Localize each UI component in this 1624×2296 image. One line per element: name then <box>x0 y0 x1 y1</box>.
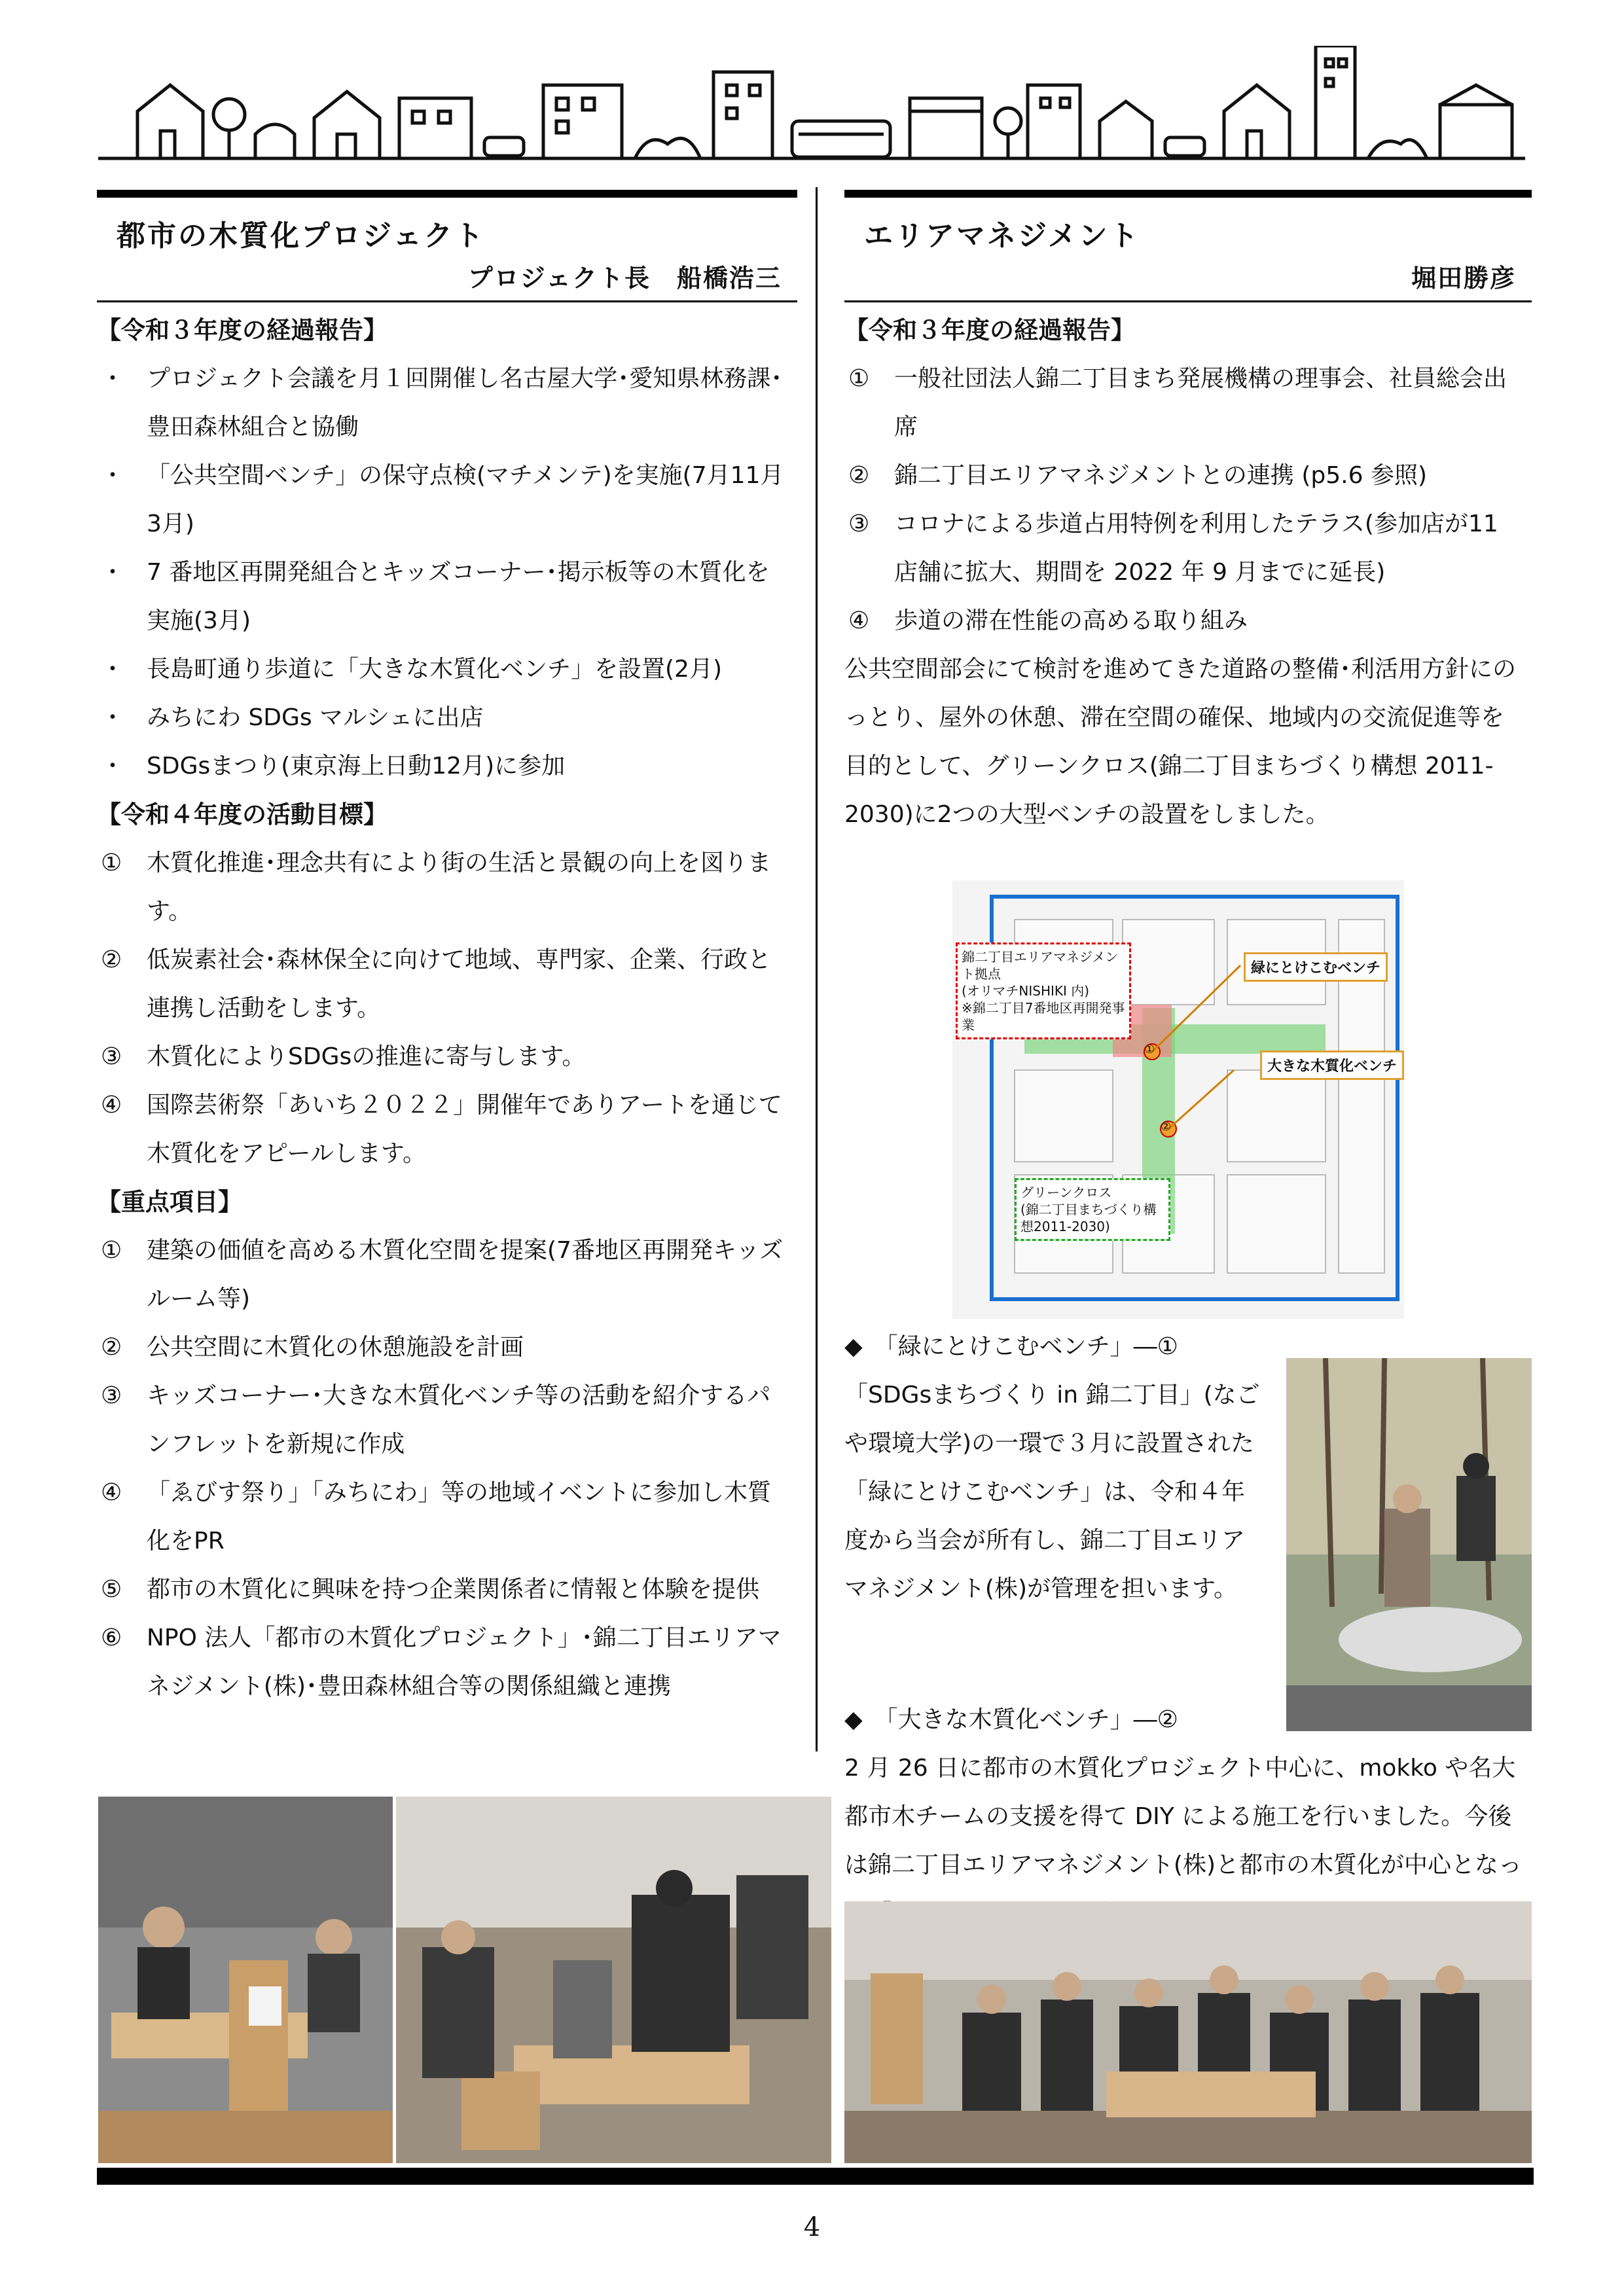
map-label-bench2: 大きな木質化ベンチ <box>1260 1050 1404 1080</box>
photo-children-bench <box>98 1797 393 2163</box>
list-item: ③ コロナによる歩道占用特例を利用したテラス(参加店が11店舗に拡大、期間を 2022 年 9 月までに延長) <box>848 511 1498 586</box>
map-label-base: 錦二丁目エリアマネジメント拠点 (オリマチNISHIKI 内) ※錦二丁目7番地区再開発事業 <box>956 942 1131 1039</box>
bench1-heading: ◆ 「緑にとけこむベンチ」―① <box>844 1333 1178 1360</box>
list-item: ② 錦二丁目エリアマネジメントとの連携 (p5.6 参照) <box>848 462 1428 489</box>
list-item: ② 低炭素社会･森林保全に向けて地域、専門家、企業、行政と連携し活動をします。 <box>101 946 772 1022</box>
photo-group <box>844 1901 1532 2163</box>
right-heading: 【令和３年度の経過報告】 <box>844 316 1135 344</box>
list-item: ② 公共空間に木質化の休憩施設を計画 <box>101 1334 524 1361</box>
right-author: 堀田勝彦 <box>1411 264 1516 293</box>
left-body <box>97 306 797 1711</box>
list-item: ・ プロジェクト会議を月１回開催し名古屋大学･愛知県林務課･豊田森林組合と協働 <box>101 365 783 440</box>
list-item: ③ キッズコーナー･大きな木質化ベンチ等の活動を紹介するパンフレットを新規に作成 <box>101 1382 771 1458</box>
town-skyline-illustration <box>98 46 1525 164</box>
list-item: ・ 「公共空間ベンチ」の保守点検(マチメンテ)を実施(7月11月3月) <box>101 462 784 537</box>
green-cross-map <box>952 880 1404 1319</box>
map-marker-1: ① <box>1144 1043 1155 1056</box>
left-author: プロジェクト長 船橋浩三 <box>467 264 782 293</box>
section-top-bar <box>97 190 797 198</box>
left-title: 都市の木質化プロジェクト <box>117 219 486 253</box>
bench2-heading: ◆ 「大きな木質化ベンチ」―② <box>844 1706 1178 1733</box>
list-item: ④ 国際芸術祭「あいち２０２２」開催年でありアートを通じて木質化をアピールします。 <box>101 1092 782 1167</box>
right-title-rule <box>844 300 1532 302</box>
list-item: ・ みちにわ SDGs マルシェに出店 <box>101 704 484 731</box>
list-item: ④ 歩道の滞在性能の高める取り組み <box>848 607 1248 634</box>
photo-diy-construction <box>396 1797 831 2163</box>
page-number: 4 <box>803 2212 821 2242</box>
list-item: ③ 木質化によりSDGsの推進に寄与します。 <box>101 1043 586 1070</box>
bench1-block <box>844 1323 1263 1613</box>
map-marker-2: ② <box>1161 1120 1172 1134</box>
right-title: エリアマネジメント <box>864 219 1140 253</box>
list-item: ⑤ 都市の木質化に興味を持つ企業関係者に情報と体験を提供 <box>101 1576 760 1603</box>
right-column <box>844 190 1532 839</box>
column-divider <box>816 187 818 1751</box>
section-top-bar <box>844 190 1532 198</box>
list-item: ・ SDGsまつり(東京海上日動12月)に参加 <box>101 753 566 780</box>
list-item: ① 建築の価値を高める木質化空間を提案(7番地区再開発キッズルーム等) <box>101 1237 784 1312</box>
right-body <box>844 306 1532 839</box>
left-heading-1: 【令和３年度の経過報告】 <box>97 316 388 344</box>
left-column <box>97 190 797 1711</box>
map-label-green-cross: グリーンクロス (錦二丁目まちづくり構想2011-2030) <box>1015 1178 1170 1241</box>
bench1-text: 「SDGsまちづくり in 錦二丁目」(なごや環境大学)の一環で３月に設置された「緑にとけこむベンチ」は、令和４年度から当会が所有し、錦二丁目エリアマネジメント(株)が管理を担います。 <box>844 1382 1260 1602</box>
left-heading-3: 【重点項目】 <box>97 1188 242 1216</box>
list-item: ④ 「ゑびす祭り」「みちにわ」等の地域イベントに参加し木質化をPR <box>101 1479 772 1554</box>
list-item: ・ 長島町通り歩道に「大きな木質化ベンチ」を設置(2月) <box>101 656 722 683</box>
left-heading-2: 【令和４年度の活動目標】 <box>97 800 388 829</box>
right-paragraph: 公共空間部会にて検討を進めてきた道路の整備･利活用方針にのっとり、屋外の休憩、滞在空間の確保、地域内の交流促進等を目的として、グリーンクロス(錦二丁目まちづくり構想 2011-2030)に2つの大型ベンチの設置をしました。 <box>844 656 1517 828</box>
list-item: ⑥ NPO 法人「都市の木質化プロジェクト」･錦二丁目エリアマネジメント(株)･豊田森林組合等の関係組織と連携 <box>101 1624 782 1700</box>
map-label-bench1: 緑にとけこむベンチ <box>1244 952 1388 982</box>
list-item: ① 木質化推進･理念共有により街の生活と景観の向上を図ります。 <box>101 850 772 925</box>
bench2-text: 2 月 26 日に都市の木質化プロジェクト中心に、mokko や名大都市木チームの支援を得て DIY による施工を行いました。今後は錦二丁目エリアマネジメント(株)と都市の木質化が中心となっ <box>844 1755 1523 1878</box>
list-item: ① 一般社団法人錦二丁目まち発展機構の理事会、社員総会出席 <box>848 365 1507 440</box>
list-item: ・ 7 番地区再開発組合とキッズコーナー･掲示板等の木質化を実施(3月) <box>101 559 770 634</box>
footer-bar <box>97 2168 1534 2185</box>
bench1-photo <box>1286 1358 1532 1731</box>
left-title-rule <box>97 300 797 302</box>
